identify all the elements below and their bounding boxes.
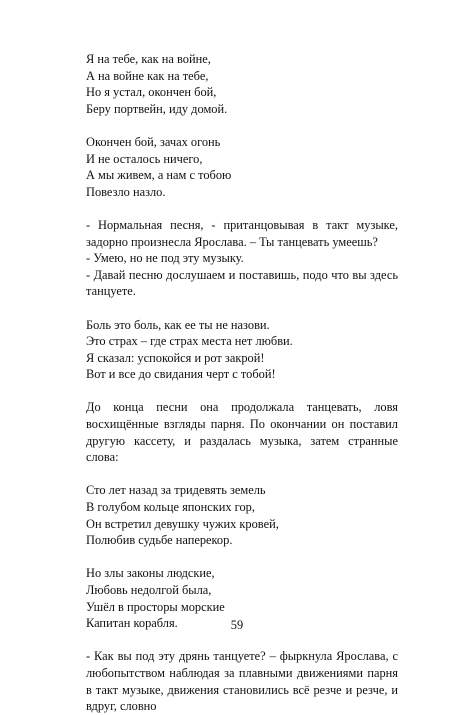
dialog-paragraph: - Нормальная песня, - пританцовывая в такт музыке, задорно произнесла Ярослава. – Ты танцевать умеешь? — [86, 217, 398, 249]
lyric-line: Боль это боль, как ее ты не назови. — [86, 317, 270, 332]
lyric-line: Полюбив судьбе наперекор. — [86, 533, 233, 548]
dialog-paragraph: - Давай песню дослушаем и поставишь, подо что вы здесь танцуете. — [86, 267, 398, 299]
narration-paragraph: До конца песни она продолжала танцевать, ловя восхищённые взгляды парня. По окончании он поставил другую кассету, и раздалась музыка, затем странные слова: — [86, 400, 398, 465]
lyric-line: Капитан корабля. — [86, 616, 178, 631]
lyric-stanza-3 — [86, 317, 398, 383]
lyric-line: Но злы законы людские, — [86, 566, 215, 581]
lyric-line: Но я устал, окончен бой, — [86, 85, 217, 100]
lyric-line: Я на тебе, как на войне, — [86, 52, 211, 66]
lyric-line: Это страх – где страх места нет любви. — [86, 334, 293, 349]
lyric-line: Сто лет назад за тридевять земель — [86, 483, 266, 498]
lyric-line: Беру портвейн, иду домой. — [86, 101, 228, 116]
lyric-line: И не осталось ничего, — [86, 151, 203, 166]
dialog-block-1 — [86, 217, 398, 300]
lyric-line: Вот и все до свидания черт с тобой! — [86, 367, 276, 382]
dialog-paragraph-2: - Как вы под эту дрянь танцуете? – фыркнула Ярослава, с любопытством наблюдая за плавными движениями парня в такт музыке, движения становились всё резче и резче, и вдруг, словно — [86, 649, 398, 714]
lyric-line: А на войне как на тебе, — [86, 68, 209, 83]
dialog-paragraph: - Умею, но не под эту музыку. — [86, 251, 244, 266]
lyric-stanza-1 — [86, 51, 398, 117]
lyric-line: Окончен бой, зачах огонь — [86, 134, 221, 149]
lyric-line: А мы живем, а нам с тобою — [86, 168, 232, 183]
page-content — [86, 51, 398, 715]
lyric-line: Ушёл в просторы морские — [86, 599, 225, 614]
lyric-line: Повезло назло. — [86, 184, 166, 199]
lyric-stanza-2 — [86, 134, 398, 200]
lyric-line: Он встретил девушку чужих кровей, — [86, 516, 279, 531]
narration-block — [86, 399, 398, 465]
page-number: 59 — [230, 618, 244, 632]
lyric-stanza-4 — [86, 482, 398, 548]
lyric-line: Любовь недолгой была, — [86, 583, 212, 597]
lyric-line: В голубом кольце японских гор, — [86, 500, 255, 515]
lyric-line: Я сказал: успокойся и рот закрой! — [86, 350, 265, 365]
